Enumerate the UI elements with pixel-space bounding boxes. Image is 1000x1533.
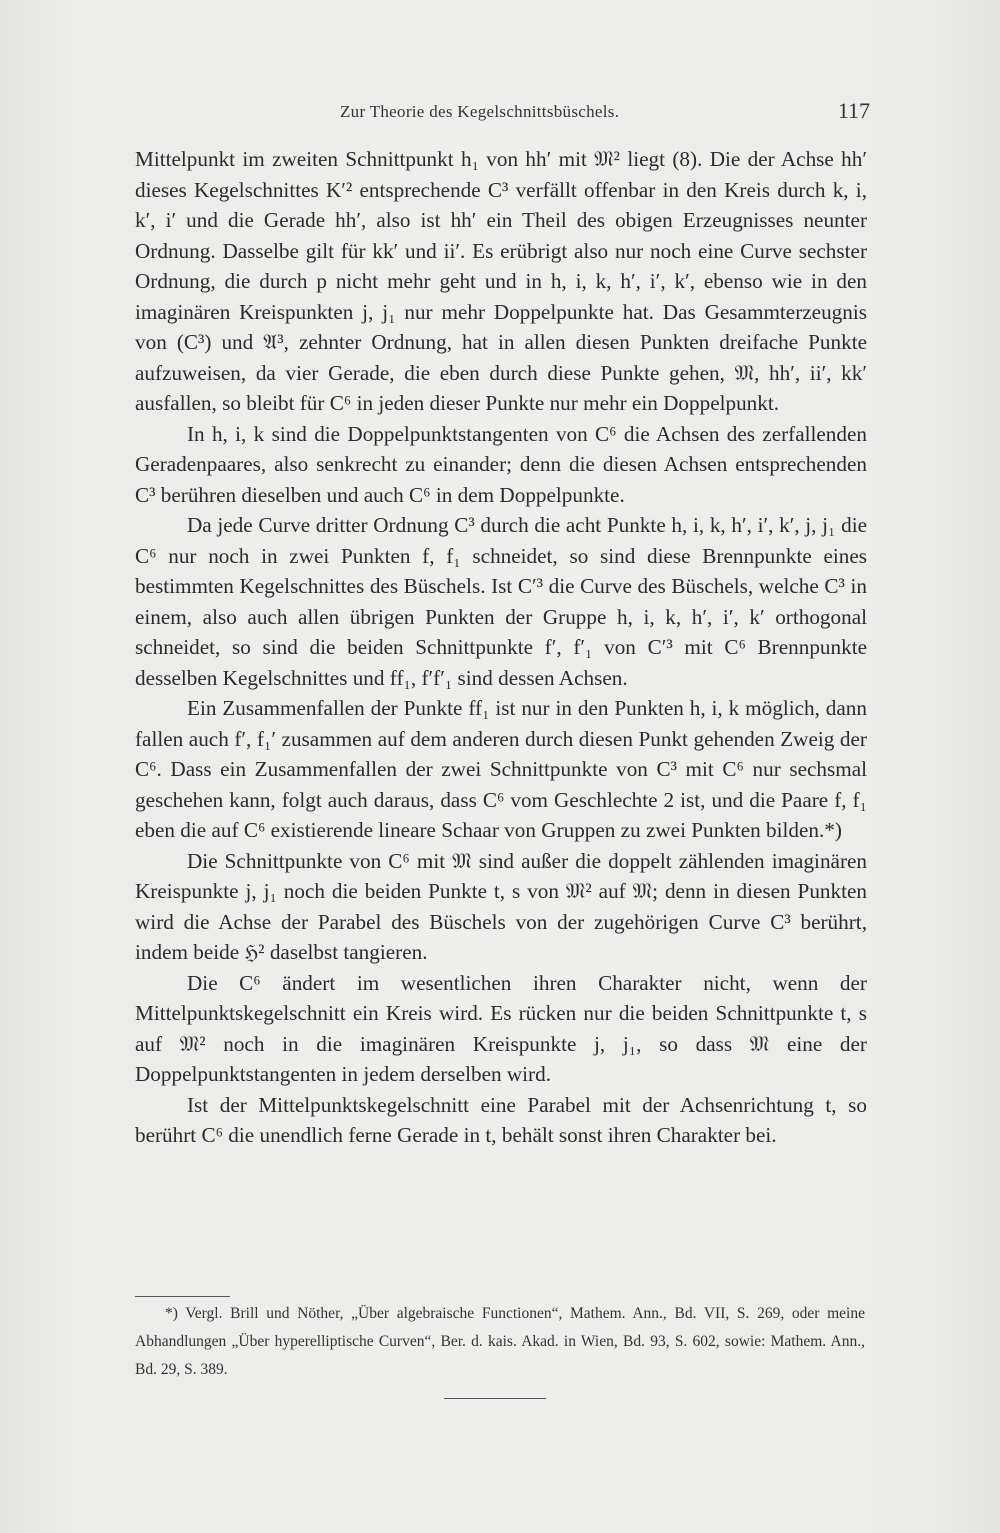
end-rule <box>444 1398 546 1399</box>
page-number: 117 <box>837 98 870 123</box>
paragraph-1: Mittelpunkt im zweiten Schnittpunkt h₁ von hh′ mit 𝔐² liegt (8). Die der Achse hh′ dieses Kegelschnittes K′² entsprechende C³ verfällt offenbar in den Kreis durch k, i, k′, i′ und die Gerade hh′, also ist hh′ ein Theil des obigen Erzeugnisses neunter Ordnung. Dasselbe gilt für kk′ und ii′. Es erübrigt also nur noch eine Curve sechster Ordnung, die durch p nicht mehr geht und in h, i, k, h′, i′, k′, ebenso wie in den imaginären Kreispunkten j, j₁ nur mehr Doppelpunkte hat. Das Gesammterzeugnis von (C³) und 𝔄³, zehnter Ordnung, hat in allen diesen Punkten dreifache Punkte aufzuweisen, da vier Gerade, die eben durch diese Punkte gehen, 𝔐, hh′, ii′, kk′ ausfallen, so bleibt für C⁶ in jeden dieser Punkte nur mehr ein Doppelpunkt. <box>135 147 867 415</box>
footnote: *) Vergl. Brill und Nöther, „Über algebraische Functionen“, Mathem. Ann., Bd. VII, S. 269, oder meine Abhandlungen „Über hyperelliptische Curven“, Ber. d. kais. Akad. in Wien, Bd. 93, S. 602, sowie: Mathem. Ann., Bd. 29, S. 389. <box>135 1305 865 1378</box>
main-text <box>135 144 867 1151</box>
paragraph-6: Die C⁶ ändert im wesentlichen ihren Charakter nicht, wenn der Mittelpunktskegelschnitt ein Kreis wird. Es rücken nur die beiden Schnittpunkte t, s auf 𝔐² noch in die imaginären Kreispunkte j, j₁, so dass 𝔐 eine der Doppelpunktstangenten in jedem derselben wird. <box>135 970 867 1086</box>
running-head: Zur Theorie des Kegelschnittsbüschels. <box>340 102 620 121</box>
paragraph-2: In h, i, k sind die Doppelpunktstangenten von C⁶ die Achsen des zerfallenden Geradenpaares, also senkrecht zu einander; denn die diesen Achsen entsprechenden C³ berühren dieselben und auch C⁶ in dem Doppelpunkte. <box>135 421 867 507</box>
page-header <box>135 100 870 130</box>
paragraph-3: Da jede Curve dritter Ordnung C³ durch die acht Punkte h, i, k, h′, i′, k′, j, j₁ die C⁶ nur noch in zwei Punkten f, f₁ schneidet, so sind diese Brennpunkte eines bestimmten Kegelschnittes des Büschels. Ist C′³ die Curve des Büschels, welche C³ in einem, also auch allen übrigen Punkten der Gruppe h, i, k, h′, i′, k′ orthogonal schneidet, so sind die beiden Schnittpunkte f′, f′₁ von C′³ mit C⁶ Brennpunkte desselben Kegelschnittes und ff₁, f′f′₁ sind dessen Achsen. <box>135 513 867 690</box>
paragraph-5: Die Schnittpunkte von C⁶ mit 𝔐 sind außer die doppelt zählenden imaginären Kreispunkte j, j₁ noch die beiden Punkte t, s von 𝔐² auf 𝔐; denn in diesen Punkten wird die Achse der Parabel des Büschels von der zugehörigen Curve C³ berührt, indem beide ℌ² daselbst tangieren. <box>135 848 867 964</box>
footnote-separator <box>135 1296 230 1297</box>
paragraph-4: Ein Zusammenfallen der Punkte ff₁ ist nur in den Punkten h, i, k möglich, dann fallen auch f′, f₁′ zusammen auf dem anderen durch diesen Punkt gehenden Zweig der C⁶. Dass ein Zusammenfallen der zwei Schnittpunkte von C³ mit C⁶ nur sechsmal geschehen kann, folgt auch daraus, dass C⁶ vom Geschlechte 2 ist, und die Paare f, f₁ eben die auf C⁶ existierende lineare Schaar von Gruppen zu zwei Punkten bilden.*) <box>135 696 867 842</box>
paragraph-7: Ist der Mittelpunktskegelschnitt eine Parabel mit der Achsenrichtung t, so berührt C⁶ die unendlich ferne Gerade in t, behält sonst ihren Charakter bei. <box>135 1092 867 1147</box>
